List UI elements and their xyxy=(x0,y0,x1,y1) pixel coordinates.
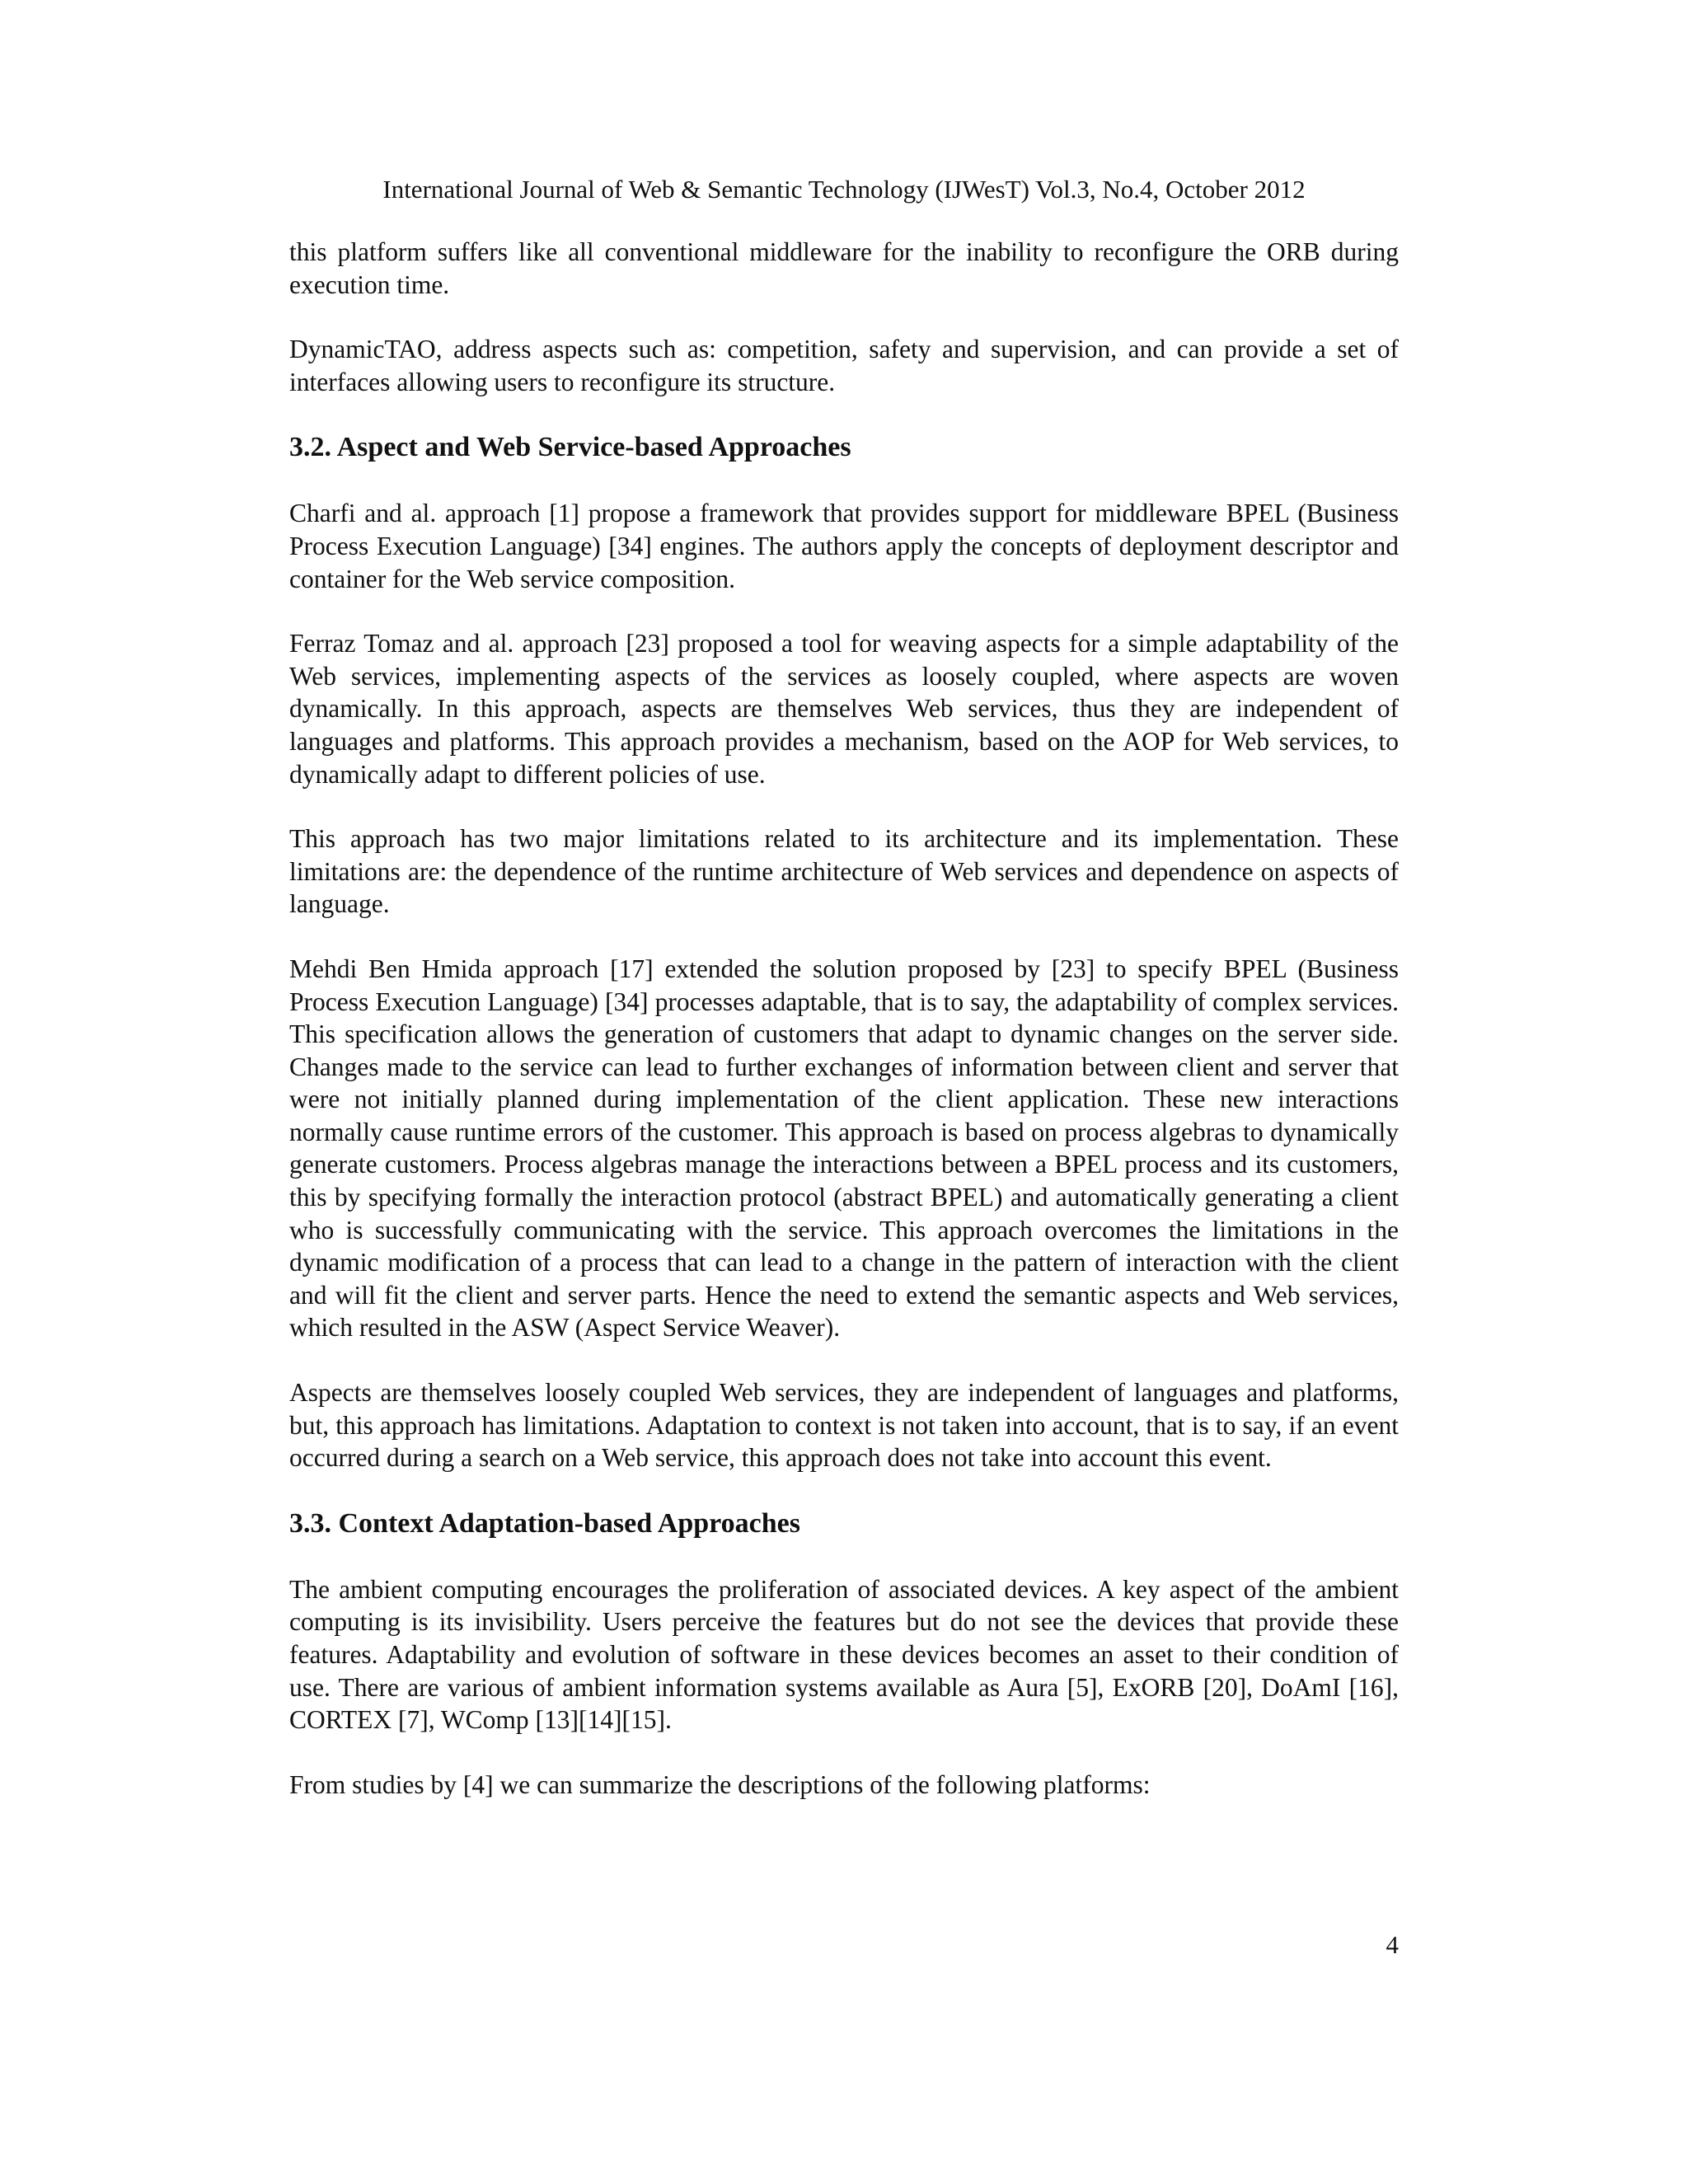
paragraph-ferraz-tomaz: Ferraz Tomaz and al. approach [23] proposed a tool for weaving aspects for a simple adaptability of the Web services, implementing aspects of the services as loosely coupled, where aspects are woven dynamically. In this approach, aspects are themselves Web services, thus they are independent of languages and platforms. This approach provides a mechanism, based on the AOP for Web services, to dynamically adapt to different policies of use. xyxy=(289,629,1399,789)
page-number: 4 xyxy=(1386,1930,1399,1959)
paragraph-charfi: Charfi and al. approach [1] propose a framework that provides support for middleware BPEL (Business Process Execution Language) [34] engines. The authors apply the concepts of deployment descriptor and container for the Web service composition. xyxy=(289,499,1399,593)
paragraph-platforms-summary: From studies by [4] we can summarize the descriptions of the following platforms: xyxy=(289,1769,1151,1799)
section-heading-3-3: 3.3. Context Adaptation-based Approaches xyxy=(289,1507,800,1539)
running-header: International Journal of Web & Semantic Technology (IJWesT) Vol.3, No.4, October 2012 xyxy=(382,175,1306,204)
paragraph-dynamictao: DynamicTAO, address aspects such as: competition, safety and supervision, and can provide a set of interfaces allowing users to reconfigure its structure. xyxy=(289,335,1399,396)
paragraph-ben-hmida: Mehdi Ben Hmida approach [17] extended the solution proposed by [23] to specify BPEL (Business Process Execution Language) [34] processes adaptable, that is to say, the adaptability of complex services. This specification allows the generation of customers that adapt to dynamic changes on the server side. Changes made to the service can lead to further exchanges of information between client and server that were not initially planned during implementation of the client application. These new interactions normally cause runtime errors of the customer. This approach is based on process algebras to dynamically generate customers. Process algebras manage the interactions between a BPEL process and its customers, this by specifying formally the interaction protocol (abstract BPEL) and automatically generating a client who is successfully communicating with the service. This approach overcomes the limitations in the dynamic modification of a process that can lead to a change in the pattern of interaction with the client and will fit the client and server parts. Hence the need to extend the semantic aspects and Web services, which resulted in the ASW (Aspect Service Weaver). xyxy=(289,954,1399,1343)
paragraph-ambient-computing: The ambient computing encourages the proliferation of associated devices. A key aspect of the ambient computing is its invisibility. Users perceive the features but do not see the devices that provide these features. Adaptability and evolution of software in these devices becomes an asset to their condition of use. There are various of ambient information systems available as Aura [5], ExORB [20], DoAmI [16], CORTEX [7], WComp [13][14][15]. xyxy=(289,1574,1399,1735)
section-heading-3-2: 3.2. Aspect and Web Service-based Approaches xyxy=(289,432,851,463)
paragraph-limitations: This approach has two major limitations related to its architecture and its implementation. These limitations are: the dependence of the runtime architecture of Web services and dependence on aspects of language. xyxy=(289,824,1399,919)
paragraph-orb-limitation: this platform suffers like all conventional middleware for the inability to reconfigure the ORB during execution time. xyxy=(289,237,1399,299)
paragraph-aspects-limitations: Aspects are themselves loosely coupled Web services, they are independent of languages and platforms, but, this approach has limitations. Adaptation to context is not taken into account, that is to say, if an event occurred during a search on a Web service, this approach does not take into account this event. xyxy=(289,1378,1399,1473)
body-text xyxy=(289,236,1399,1833)
